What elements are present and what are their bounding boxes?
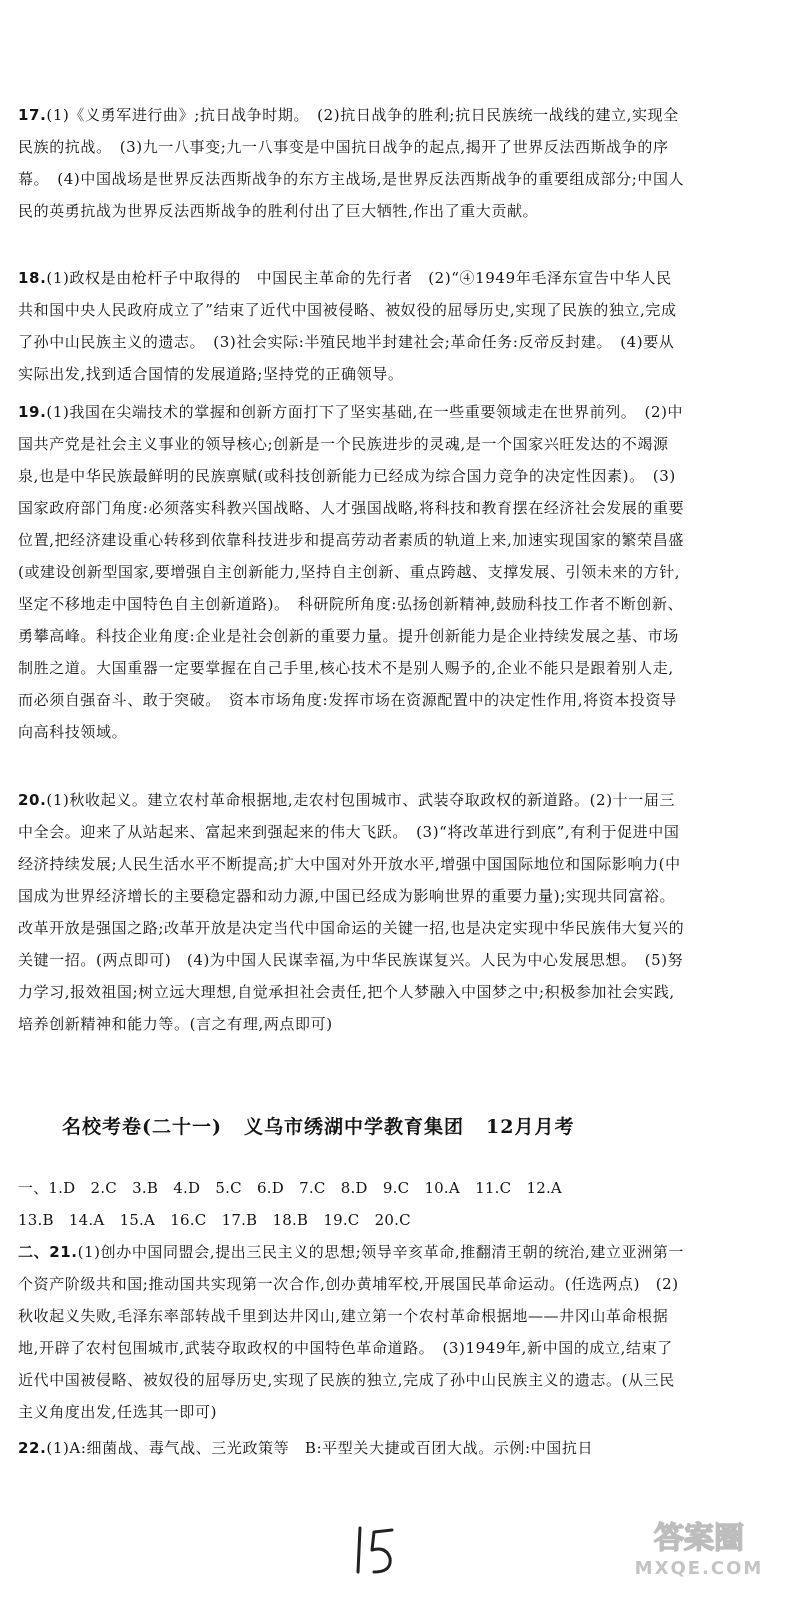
question-number: 19. bbox=[18, 403, 47, 421]
answer-21 bbox=[18, 1236, 686, 1428]
answer-22 bbox=[18, 1432, 686, 1464]
answer-20 bbox=[18, 784, 686, 1040]
mc-line-1: 一、1.D 2.C 3.B 4.D 5.C 6.D 7.C 8.D 9.C 10.A 11.C 12.A bbox=[18, 1179, 562, 1197]
answer-text: (1)我国在尖端技术的掌握和创新方面打下了坚实基础,在一些重要领域走在世界前列。 (2)中国共产党是社会主义事业的领导核心;创新是一个民族进步的灵魂,是一个国家兴旺发达的不竭源泉,也是中华民族最鲜明的民族禀赋(或科技创新能力已经成为综合国力竞争的决定性因素)。 (3)国家政府部门角度:必须落实科教兴国战略、人才强国战略,将科技和教育摆在经济社会发展的重要位置,把经济建设重心转移到依靠科技进步和提高劳动者素质的轨道上来,加速实现国家的繁荣昌盛(或建设创新型国家,要增强自主创新能力,坚持自主创新、重点跨越、支撑发展、引领未来的方针,坚定不移地走中国特色自主创新道路)。 科研院所角度:弘扬创新精神,鼓励科技工作者不断创新、勇攀高峰。科技企业角度:企业是社会创新的重要力量。提升创新能力是企业持续发展之基、市场制胜之道。大国重器一定要掌握在自己手里,核心技术不是别人赐予的,企业不能只是跟着别人走,而必须自强奋斗、敢于突破。 资本市场角度:发挥市场在资源配置中的决定性作用,将资本投资导向高科技领域。 bbox=[18, 403, 685, 741]
question-number: 17. bbox=[18, 106, 47, 124]
answer-text: (1)A:细菌战、毒气战、三光政策等 B:平型关大捷或百团大战。示例:中国抗日 bbox=[46, 1439, 594, 1457]
answer-18 bbox=[18, 262, 686, 390]
handwritten-page-number bbox=[348, 1520, 408, 1580]
exam-term: 12月月考 bbox=[486, 1116, 575, 1138]
watermark-bottom-text: MXQE.COM bbox=[634, 1558, 764, 1579]
answer-text: (1)秋收起义。建立农村革命根据地,走农村包围城市、武装夺取政权的新道路。(2)十一届三中全会。迎来了从站起来、富起来到强起来的伟大飞跃。 (3)“将改革进行到底”,有利于促进中国经济持续发展;人民生活水平不断提高;扩大中国对外开放水平,增强中国国际地位和国际影响力(中国成为世界经济增长的主要稳定器和动力源,中国已经成为影响世界的重要力量);实现共同富裕。改革开放是强国之路;改革开放是决定当代中国命运的关键一招,也是决定实现中华民族伟大复兴的关键一招。(两点即可) (4)为中国人民谋幸福,为中华民族谋复兴。人民为中心发展思想。 (5)努力学习,报效祖国;树立远大理想,自觉承担社会责任,把个人梦融入中国梦之中;积极参加社会实践,培养创新精神和能力等。(言之有理,两点即可) bbox=[18, 791, 685, 1033]
answer-17 bbox=[18, 99, 686, 227]
multiple-choice-answers bbox=[18, 1172, 686, 1236]
question-number: 20. bbox=[18, 791, 47, 809]
exam-name: 名校考卷(二十一) bbox=[62, 1116, 222, 1138]
watermark-top-text: 答案圈 bbox=[654, 1521, 744, 1556]
answer-text: (1)政权是由枪杆子中取得的 中国民主革命的先行者 (2)“④1949年毛泽东宣告中华人民共和国中央人民政府成立了”结束了近代中国被侵略、被奴役的屈辱历史,实现了民族的独立,完成了孙中山民族主义的遗志。 (3)社会实际:半殖民地半封建社会;革命任务:反帝反封建。 (4)要从实际出发,找到适合国情的发展道路;坚持党的正确领导。 bbox=[18, 269, 677, 383]
question-number: 二、21. bbox=[18, 1243, 78, 1261]
mc-line-2: 13.B 14.A 15.A 16.C 17.B 18.B 19.C 20.C bbox=[18, 1211, 411, 1229]
question-number: 18. bbox=[18, 269, 47, 287]
answer-text: (1)《义勇军进行曲》;抗日战争时期。 (2)抗日战争的胜利;抗日民族统一战线的建立,实现全民族的抗战。 (3)九一八事变;九一八事变是中国抗日战争的起点,揭开了世界反法西斯战争的序幕。 (4)中国战场是世界反法西斯战争的东方主战场,是世界反法西斯战争的重要组成部分;中国人民的英勇抗战为世界反法西斯战争的胜利付出了巨大牺牲,作出了重大贡献。 bbox=[18, 106, 685, 220]
answer-19 bbox=[18, 396, 686, 748]
question-number: 22. bbox=[18, 1439, 47, 1457]
school-name: 义乌市绣湖中学教育集团 bbox=[243, 1116, 464, 1138]
section-title bbox=[62, 1110, 702, 1144]
answer-text: (1)创办中国同盟会,提出三民主义的思想;领导辛亥革命,推翻清王朝的统治,建立亚洲第一个资产阶级共和国;推动国共实现第一次合作,创办黄埔军校,开展国民革命运动。(任选两点) (2)秋收起义失败,毛泽东率部转战千里到达井冈山,建立第一个农村革命根据地——井冈山革命根据地,开辟了农村包围城市,武装夺取政权的中国特色革命道路。 (3)1949年,新中国的成立,结束了近代中国被侵略、被奴役的屈辱历史,实现了民族的独立,完成了孙中山民族主义的遗志。(从三民主义角度出发,任选其一即可) bbox=[18, 1243, 684, 1421]
watermark-logo bbox=[624, 1510, 774, 1582]
